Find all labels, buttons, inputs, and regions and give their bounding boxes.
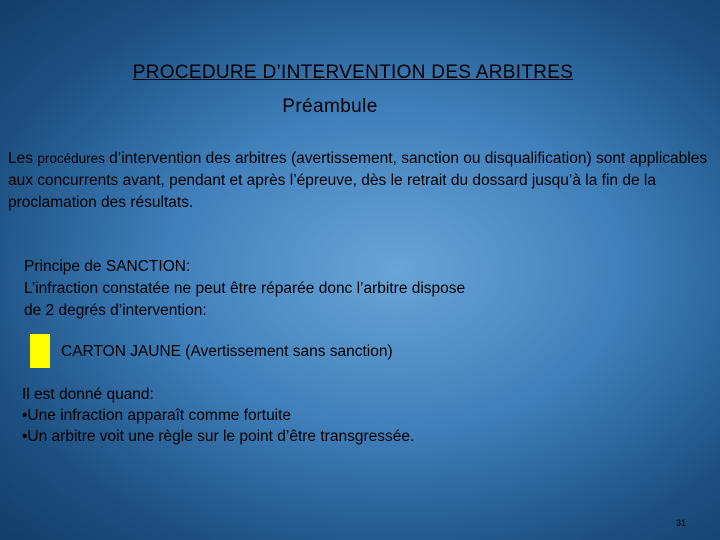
slide-title: PROCEDURE D’INTERVENTION DES ARBITRES (132, 62, 574, 83)
yellow-card-row (28, 334, 628, 370)
intro-lead: Les (8, 150, 33, 167)
given-when-heading: Il est donné quand: (22, 386, 154, 403)
intro-rest: d’intervention des arbitres (avertissement, sanction ou disqualification) sont applicables aux concurrents avant, pendant et après l’épreuve, dès le retrait du dossard jusqu’à la fin de la proclamation des résultats. (8, 150, 708, 211)
yellow-card-label: CARTON JAUNE (Avertissement sans sanction) (61, 343, 393, 360)
given-when-item-2: •Un arbitre voit une règle sur le point d’être transgressée. (22, 428, 415, 445)
page-number: 31 (675, 518, 686, 528)
given-when-block (22, 384, 702, 447)
yellow-card-icon (30, 334, 50, 368)
intro-small-word: procédures (37, 151, 105, 166)
principle-line-2: de 2 degrés d’intervention: (24, 302, 207, 319)
principle-line-1: L’infraction constatée ne peut être réparée donc l’arbitre dispose (24, 280, 466, 297)
given-when-item-1: •Une infraction apparaît comme fortuite (22, 407, 292, 424)
sanction-principle (24, 256, 704, 322)
intro-paragraph (8, 148, 712, 214)
principle-heading: Principe de SANCTION: (24, 258, 191, 275)
slide-subtitle: Préambule (282, 96, 378, 117)
